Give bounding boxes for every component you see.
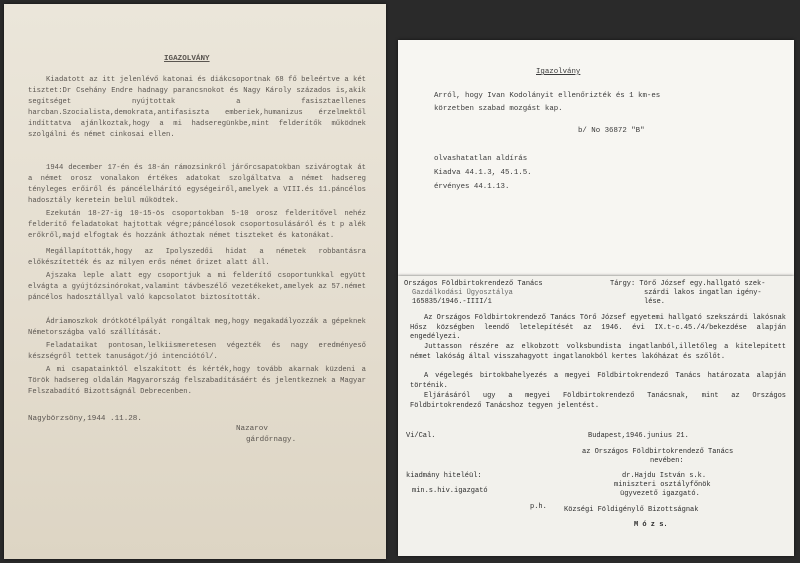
bottomright-file-mark: Vi/Cal.	[406, 432, 436, 440]
bottomright-certifier: min.s.hiv.igazgató	[412, 487, 488, 495]
topright-unreadable-signature: olvashatatlan aldírás	[434, 155, 528, 163]
left-paragraph-1: Kiadatott az itt jelenlévő katonai és diákcsoportnak 68 fő beleértve a két tisztet:Dr Csehány Endre hadnagy parancsnokot és Nagy Károly százados is,akik segítséget nyújtottak a fasisztaellenes harcban.Szocialista,demokrata,antifasiszta emberiek,humanizus érzelmektől indíttatva ajánlkoztak,hogy a mi hadseregünkbe,mint felderítők működnek szolgálni és német cinkosai ellen.	[28, 76, 366, 139]
bottomright-subject-3: lése.	[644, 298, 666, 306]
bottomright-signer-title: miniszteri osztályfőnök	[614, 481, 711, 489]
left-title: IGAZOLVÁNY	[164, 55, 210, 63]
bottomright-ph-mark: p.h.	[530, 503, 547, 511]
left-signature-rank: gárdőrnagy.	[246, 436, 297, 444]
bottomright-org-department: Gazdálkodási Ügyosztálya	[412, 289, 513, 297]
left-signature-name: Nazarov	[236, 425, 268, 433]
left-paragraph-2: 1944 december 17-én és 18-án rámozsinkról járőrcsapatokban szivárogtak át a német orosz vonalakon értékes adatokat szolgáltatva a német hadsereg tényleges erőiről és páncélelhárító egységeiről,amelyek a VIII.és 11.páncélos hadosztály keretein belül működtek.	[28, 164, 366, 205]
bottomright-on-behalf-2: nevében:	[650, 457, 684, 465]
bottomright-paragraph-2: Juttasson részére az elkobzott volksbundista ingatlanból,illetőleg a kitelepített német lakóság által visszahagyott ingatlanokból kertes lakóházat és szőlőt.	[410, 343, 786, 361]
left-paragraph-8: A mi csapatainktól elszakított és kérték,hogy tovább akarnak küzdeni a Török hadsereg oldalán Magyarország felszabadításáért és jelentkeznek a Magyar Felszabadító Bizottságnál Debrecenben.	[28, 366, 366, 396]
bottomright-certified-label: kiadmány hiteléül:	[406, 472, 482, 480]
topright-body-line-2: körzetben szabad mozgást kap.	[434, 105, 563, 113]
bottomright-reference: 165835/1946.-IIII/1	[412, 298, 492, 306]
bottomright-signer-role: ügyvezető igazgató.	[620, 490, 700, 498]
bottomright-paragraph-3: A végelegés birtokbahelyezés a megyei Földbirtokrendező Tanács határozata alapján történik.	[410, 372, 786, 390]
left-paragraph-5: Ajszaka leple alatt egy csoportjuk a mi felderítő csoportunkkal együtt elvágta a gyújtózsinórokat,valamint távbeszélő vezetékeket,amelyek az 57.német páncélos hadosztállyal való kapcsolatot biztosították.	[28, 272, 366, 302]
bottom-right-document-sheet	[398, 276, 794, 556]
left-paragraph-6: Ádriamoszkok drótkötélpályát rongáltak meg,hogy megakadályozzák a gépeknek Németországba való szállítását.	[28, 318, 366, 337]
bottomright-subject-2: szárdi lakos ingatlan igény-	[644, 289, 762, 297]
topright-reference: b/ No 36872 "B"	[578, 127, 645, 135]
bottomright-signer-name: dr.Hajdu István s.k.	[622, 472, 707, 480]
top-right-document-sheet	[398, 40, 794, 276]
bottomright-paragraph-1: Az Országos Földbirtokrendező Tanács Törő József egyetemi hallgató szekszárdi lakósnak Hősz községben leendő letelepítését az 1946. évi IX.t-c.45./4/bekezdése alapján engedélyezi.	[410, 314, 786, 342]
left-place-date: Nagybörzsöny,1944 .11.28.	[28, 415, 142, 423]
left-paragraph-3: Ezekután 18-27-ig 10-15-ös csoportokban 5-10 orosz felderítővel nehéz felderítő feladatokat hajtottak végre;páncélosok csoportosulásáról és t p alék erőkről,majd elfogtak és hozzánk áthoztak német tiszteket és katonákat.	[28, 210, 366, 240]
bottomright-addressee: Községi Földigénylő Bizottságnak	[564, 506, 699, 514]
left-paragraph-7: Feladataikat pontosan,lelkiismeretesen végezték és nagy eredményeső készségről tettek tanuságot/jó intenciótól/.	[28, 342, 366, 361]
bottomright-date: Budapest,1946.junius 21.	[588, 432, 689, 440]
left-paragraph-4: Megállapították,hogy az Ipolyszedői hidat a németek robbantásra előkészítették és az milyen erős német őrizet alatt áll.	[28, 248, 366, 267]
bottomright-subject-1: Tárgy: Törő József egy.hallgató szek-	[610, 280, 766, 288]
topright-title: Igazolvány	[536, 68, 581, 76]
bottomright-org-name: Országos Földbirtokrendező Tanács	[404, 280, 543, 288]
topright-issued: Kiadva 44.1.3, 45.1.5.	[434, 169, 532, 177]
topright-body-line-1: Arról, hogy Ivan Kodolányit ellenőrizték és 1 km-es	[434, 92, 661, 100]
bottomright-on-behalf-1: az Országos Földbirtokrendező Tanács	[582, 448, 734, 456]
left-document-sheet	[4, 4, 386, 559]
bottomright-paragraph-4: Eljárásáról ugy a megyei Földbirtokrendező Tanácsnak, mint az Országos Földbirtokrendező Tanácshoz tegyen jelentést.	[410, 392, 786, 410]
topright-valid: érvényes 44.1.13.	[434, 183, 510, 191]
bottomright-addressee-town: M ó z s.	[634, 521, 668, 529]
